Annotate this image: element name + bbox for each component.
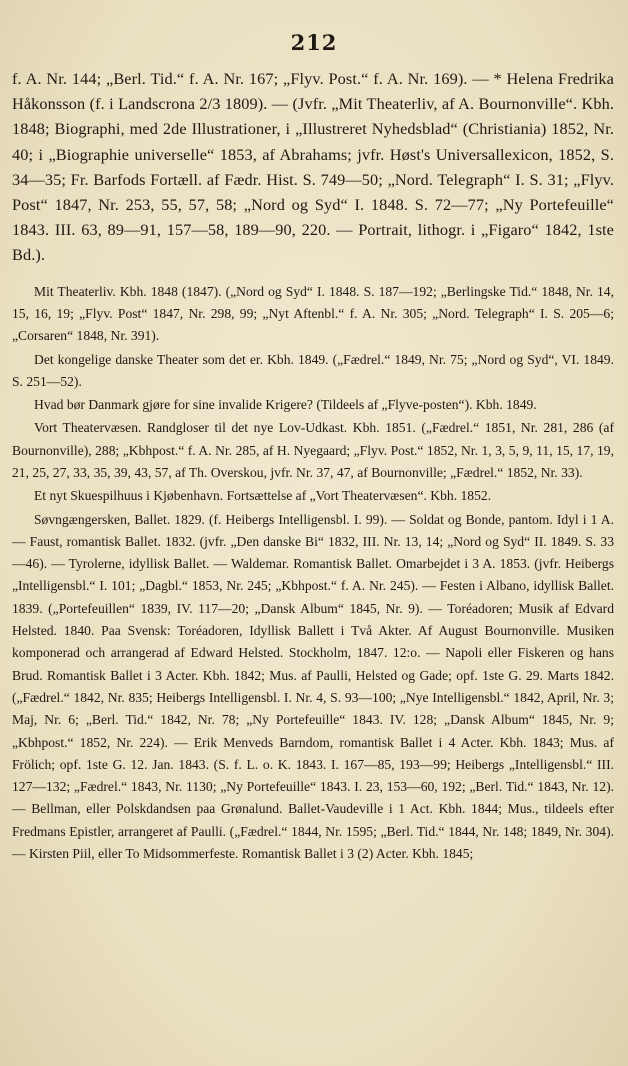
biography-paragraph: f. A. Nr. 144; „Berl. Tid.“ f. A. Nr. 167; „Flyv. Post.“ f. A. Nr. 169). — * Helena Fredrika Håkonsson (f. i Landscrona 2/3 1809). — (Jvfr. „Mit Theaterliv, af A. Bournonville“. Kbh. 1848; Biographi, med 2de Illustrationer, i „Illustreret Nyhedsblad“ (Christiania) 1852, Nr. 40; i „Biographie universelle“ 1853, af Abrahams; jvfr. Høst's Universallexicon, 1852, S. 34—35; Fr. Barfods Fortæll. af Fædr. Hist. S. 749—50; „Nord. Telegraph“ I. S. 31; „Flyv. Post“ 1847, Nr. 253, 55, 57, 58; „Nord og Syd“ I. 1848. S. 72—77; „Ny Portefeuille“ 1843. III. 63, 89—91, 157—58, 189—90, 220. — Portrait, lithogr. i „Figaro“ 1842, 1ste Bd.). (12, 69, 614, 265)
bibliography-entry-vort-theatervaesen: Vort Theatervæsen. Randgloser til det nye Lov-Udkast. Kbh. 1851. („Fædrel.“ 1851, Nr. 281, 286 (af Bournonville), 288; „Kbhpost.“ f. A. Nr. 285, af H. Nyegaard; „Flyv. Post.“ 1852, Nr. 1, 3, 5, 9, 11, 15, 17, 19, 21, 25, 27, 33, 35, 39, 43, 57, af Th. Overskou, jvfr. Nr. 37, 47, af Bournonville; „Fædrel.“ 1852, Nr. 33). (12, 420, 614, 480)
bibliography-entry-invalide-krigere: Hvad bør Danmark gjøre for sine invalide Krigere? (Tildeels af „Flyve-posten“). Kbh. 1849. (34, 397, 537, 413)
page-number: 212 (290, 30, 338, 55)
bibliography-entry-skuespilhuus: Et nyt Skuespilhuus i Kjøbenhavn. Fortsættelse af „Vort Theatervæsen“. Kbh. 1852. (34, 488, 492, 504)
bibliography-entry-ballets: Søvngængersken, Ballet. 1829. (f. Heibergs Intelligensbl. I. 99). — Soldat og Bonde, pantom. Idyl i 1 A. — Faust, romantisk Ballet. 1832. (jvfr. „Den danske Bi“ 1832, III. Nr. 13, 14; „Nord og Syd“ II. 1849. S. 33—46). — Tyrolerne, idyllisk Ballet. — Waldemar. Romantisk Ballet. Omarbejdet i 3 A. 1853. (jvfr. Heibergs „Intelligensbl.“ I. 101; „Dagbl.“ 1853, Nr. 245; „Kbhpost.“ f. A. Nr. 245). — Festen i Albano, idyllisk Ballet. 1839. („Portefeuillen“ 1839, IV. 117—20; „Dansk Album“ 1845, Nr. 9). — Toréadoren; Musik af Edvard Helsted. 1840. Paa Svensk: Toréadoren, Idyllisk Ballett i Två Akter. Af August Bournonville. Musiken komponerad och arrangerad af Edward Helsted. Stockholm, 1847. 12:o. — Napoli eller Fiskeren og hans Brud. Romantisk Ballet i 3 Acter. Kbh. 1842; Mus. af Paulli, Helsted og Gade; opf. 1ste G. 29. Marts 1842. („Fædrel.“ 1842, Nr. 835; Heibergs Intelligensbl. I. Nr. 4, S. 93—100; „Nye Intelligensbl.“ 1842, April, Nr. 3; Maj, Nr. 6; „Berl. Tid.“ 1842, Nr. 78; „Ny Portefeuille“ 1843. IV. 128; „Dansk Album“ 1845, Nr. 9; „Kbhpost.“ 1852, Nr. 224). — Erik Menveds Barndom, romantisk Ballet i 4 Acter. Kbh. 1843; Mus. af Frölich; opf. 1ste G. 12. Jan. 1843. (S. f. L. o. K. 1843. I. 167—85, 193—99; Heibergs „Intelligensbl.“ III. 127—132; „Fædrel.“ 1843, Nr. 1130; „Ny Portefeuille“ 1843. I. 23, 153—60, 192; „Berl. Tid.“ 1843, Nr. 12). — Bellman, eller Polskdandsen paa Grønalund. Ballet-Vaudeville i 1 Act. Kbh. 1844; Mus., tildeels efter Fredmans Epistler, arrangeret af Paulli. („Fædrel.“ 1844, Nr. 1595; „Berl. Tid.“ 1844, Nr. 148; 1849, Nr. 304). — Kirsten Piil, eller To Midsommerfeste. Romantisk Ballet i 3 (2) Acter. Kbh. 1845; (12, 511, 614, 862)
bibliography-entry-kongelige-theater: Det kongelige danske Theater som det er. Kbh. 1849. („Fædrel.“ 1849, Nr. 75; „Nord og Syd“, VI. 1849. S. 251—52). (12, 351, 614, 389)
page-text (12, 66, 614, 865)
bibliography-entry-mit-theaterliv: Mit Theaterliv. Kbh. 1848 (1847). („Nord og Syd“ I. 1848. S. 187—192; „Berlingske Tid.“ 1848, Nr. 14, 15, 16, 19; „Flyv. Post“ 1847, Nr. 298, 99; „Nyt Aftenbl.“ f. A. Nr. 305; „Nord. Telegraph“ I. S. 205—6; „Corsaren“ 1848, Nr. 391). (12, 283, 614, 344)
